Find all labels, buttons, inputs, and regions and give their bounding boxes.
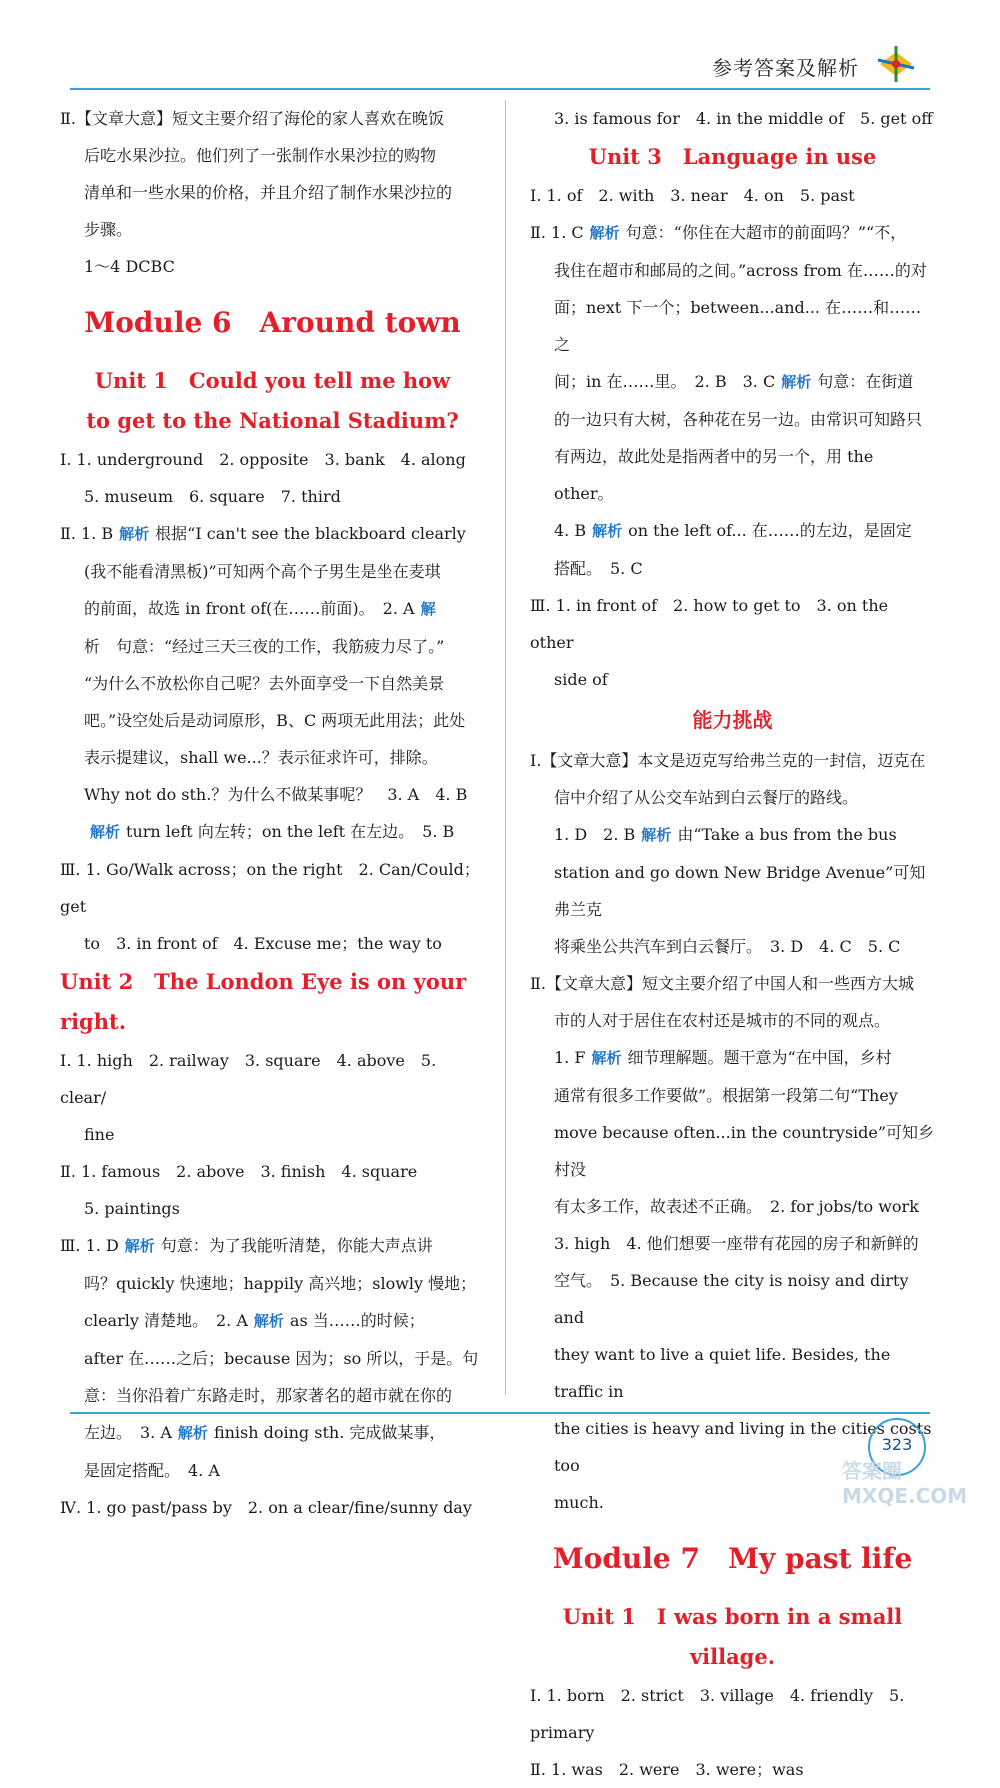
answer-line bbox=[60, 739, 485, 776]
answer-line bbox=[530, 177, 935, 214]
footer-rule bbox=[70, 1412, 930, 1414]
answer-text: 间；in 在……里。 2. B 3. C bbox=[554, 372, 776, 391]
answer-text: station and go down New Bridge Avenue”可知弗兰克 bbox=[554, 863, 926, 919]
answer-line bbox=[60, 1489, 485, 1526]
answer-line bbox=[530, 550, 935, 587]
analysis-label: 解析 bbox=[253, 1312, 284, 1330]
answer-text: “为什么不放松你自己呢？去外面享受一下自然美景 bbox=[84, 674, 445, 693]
answer-line bbox=[530, 1114, 935, 1188]
answer-text: 左边。 3. A bbox=[84, 1423, 172, 1442]
answer-text: they want to live a quiet life. Besides, the traffic in bbox=[554, 1345, 891, 1401]
answer-line bbox=[60, 1190, 485, 1227]
answer-text: 1. F bbox=[554, 1048, 586, 1067]
answer-line bbox=[530, 100, 935, 137]
answer-text: 的前面，故选 in front of(在……前面)。 2. A bbox=[84, 599, 415, 618]
answer-text: Ⅳ. 1. go past/pass by 2. on a clear/fine/sunny day bbox=[60, 1498, 472, 1517]
answer-line bbox=[60, 665, 485, 702]
unit-1-title-line1: Unit 1 Could you tell me how bbox=[94, 368, 451, 393]
analysis-text: turn left 向左转；on the left 在左边。 5. B bbox=[126, 822, 455, 841]
answer-line bbox=[530, 1002, 935, 1039]
answer-line bbox=[530, 1188, 935, 1225]
answer-text: 1. D 2. B bbox=[554, 825, 636, 844]
analysis-text: as 当……的时候； bbox=[289, 1311, 425, 1330]
analysis-text: 由“Take a bus from the bus bbox=[677, 825, 897, 844]
analysis-label: 解析 bbox=[781, 373, 812, 391]
answer-line bbox=[60, 590, 485, 628]
analysis-text: 细节理解题。题干意为“在中国，乡村 bbox=[627, 1048, 892, 1067]
answer-line bbox=[530, 1225, 935, 1262]
answer-text: 3. high 4. 他们想要一座带有花园的房子和新鲜的 bbox=[554, 1234, 919, 1253]
answer-text: 有两边，故此处是指两者中的另一个，用 the other。 bbox=[554, 447, 874, 503]
answer-line bbox=[530, 1039, 935, 1077]
analysis-label: 解析 bbox=[589, 224, 620, 242]
answer-text: 析 句意：“经过三天三夜的工作，我筋疲力尽了。” bbox=[84, 637, 445, 656]
answer-text: 表示提建议，shall we...？表示征求许可，排除。 bbox=[84, 748, 438, 767]
answer-text: Ⅲ. 1. D bbox=[60, 1236, 119, 1255]
right-section-3 bbox=[530, 742, 935, 1521]
answer-text: after 在……之后；because 因为；so 所以，于是。句 bbox=[84, 1349, 479, 1368]
answer-line bbox=[60, 553, 485, 590]
answer-text: 吗？quickly 快速地；happily 高兴地；slowly 慢地； bbox=[84, 1274, 477, 1293]
answer-text: 通常有很多工作要做”。根据第一段第二句“They bbox=[554, 1086, 898, 1105]
analysis-label: 解析 bbox=[119, 525, 150, 543]
answer-text: 市的人对于居住在农村还是城市的不同的观点。 bbox=[554, 1011, 891, 1030]
answer-line bbox=[530, 1677, 935, 1751]
answer-text: 吧。”设空处后是动词原形，B、C 两项无此用法；此处 bbox=[84, 711, 466, 730]
analysis-label: 解析 bbox=[641, 826, 672, 844]
answer-line bbox=[60, 851, 485, 925]
header-rule bbox=[70, 88, 930, 90]
answer-line bbox=[530, 438, 935, 512]
answer-text: Ⅰ. 1. high 2. railway 3. square 4. above 5. clear/ bbox=[60, 1051, 437, 1107]
answer-text: Why not do sth.？为什么不做某事呢？ 3. A 4. B bbox=[84, 785, 468, 804]
answer-line bbox=[530, 779, 935, 816]
analysis-text: 句意：在街道 bbox=[817, 372, 914, 391]
answer-line bbox=[530, 587, 935, 661]
answer-line bbox=[60, 1116, 485, 1153]
answer-text: clearly 清楚地。 2. A bbox=[84, 1311, 248, 1330]
answer-line bbox=[60, 1377, 485, 1414]
right-column bbox=[530, 100, 935, 1788]
answer-text: 空气。 5. Because the city is noisy and dirty and bbox=[554, 1271, 909, 1327]
answer-line bbox=[60, 1302, 485, 1340]
answer-text: Ⅲ. 1. in front of 2. how to get to 3. on the other bbox=[530, 596, 889, 652]
answer-text: 我住在超市和邮局的之间。”across from 在……的对 bbox=[554, 261, 927, 280]
answer-text: (我不能看清黑板)”可知两个高个子男生是坐在麦琪 bbox=[84, 562, 441, 581]
page-number: 323 bbox=[868, 1418, 926, 1476]
answer-text: fine bbox=[84, 1125, 115, 1144]
answer-line bbox=[530, 661, 935, 698]
answer-text: 意：当你沿着广东路走时，那家著名的超市就在你的 bbox=[84, 1386, 453, 1405]
column-divider bbox=[505, 100, 506, 1395]
answer-text: side of bbox=[554, 670, 608, 689]
answer-line bbox=[530, 289, 935, 363]
analysis-label: 解析 bbox=[177, 1424, 208, 1442]
answer-text: Ⅱ. 1. C bbox=[530, 223, 584, 242]
answer-text: Ⅱ. 1. B bbox=[60, 524, 114, 543]
left-section-3 bbox=[60, 1042, 485, 1526]
answer-text: 5. paintings bbox=[84, 1199, 180, 1218]
answer-line bbox=[60, 628, 485, 665]
unit-1-title-module-7: Unit 1 I was born in a small village. bbox=[562, 1604, 903, 1669]
answer-line bbox=[530, 816, 935, 854]
answer-text: Ⅰ. 1. of 2. with 3. near 4. on 5. past bbox=[530, 186, 855, 205]
watermark: 答案圈 MXQE.COM bbox=[842, 1459, 968, 1508]
analysis-text: on the left of... 在……的左边，是固定 bbox=[628, 521, 912, 540]
right-section-2 bbox=[530, 177, 935, 698]
answer-line bbox=[60, 211, 485, 248]
answer-text: Ⅱ. 1. was 2. were 3. were；was bbox=[530, 1760, 804, 1779]
answer-text: much. bbox=[554, 1493, 604, 1512]
answer-text: 信中介绍了从公交车站到白云餐厅的路线。 bbox=[554, 788, 859, 807]
answer-line bbox=[60, 702, 485, 739]
answer-line bbox=[60, 441, 485, 478]
unit-2-title: Unit 2 The London Eye is on your right. bbox=[60, 969, 467, 1034]
answer-text: Ⅰ.【文章大意】本文是迈克写给弗兰克的一封信，迈克在 bbox=[530, 751, 926, 770]
answer-line bbox=[530, 854, 935, 928]
answer-text: Ⅱ.【文章大意】短文主要介绍了中国人和一些西方大城 bbox=[530, 974, 914, 993]
answer-line bbox=[530, 965, 935, 1002]
answer-line bbox=[60, 248, 485, 285]
answer-line bbox=[60, 1265, 485, 1302]
answer-line bbox=[530, 252, 935, 289]
module-6-title: Module 6 Around town bbox=[84, 306, 461, 339]
analysis-text: 根据“I can't see the blackboard clearly bbox=[155, 524, 466, 543]
answer-text: to 3. in front of 4. Excuse me；the way to bbox=[84, 934, 442, 953]
left-section-2 bbox=[60, 441, 485, 962]
right-section-1 bbox=[530, 100, 935, 137]
answer-text: Ⅲ. 1. Go/Walk across；on the right 2. Can/Could；get bbox=[60, 860, 480, 916]
answer-line bbox=[60, 1414, 485, 1452]
answer-text: Ⅰ. 1. underground 2. opposite 3. bank 4. along bbox=[60, 450, 466, 469]
answer-text: 将乘坐公共汽车到白云餐厅。 3. D 4. C 5. C bbox=[554, 937, 901, 956]
answer-line bbox=[530, 1262, 935, 1336]
ability-challenge-title: 能力挑战 bbox=[692, 708, 773, 732]
answer-text: move because often...in the countryside”可知乡村没 bbox=[554, 1123, 935, 1179]
answer-text: 1～4 DCBC bbox=[84, 257, 175, 276]
answer-line bbox=[530, 1336, 935, 1410]
module-7-title: Module 7 My past life bbox=[552, 1542, 913, 1575]
answer-line bbox=[60, 478, 485, 515]
answer-line bbox=[530, 363, 935, 401]
answer-text: 步骤。 bbox=[84, 220, 133, 239]
answer-line bbox=[60, 1340, 485, 1377]
analysis-label: 解析 bbox=[591, 1049, 622, 1067]
analysis-label: 解析 bbox=[124, 1237, 155, 1255]
answer-line bbox=[530, 214, 935, 252]
answer-line bbox=[60, 174, 485, 211]
left-column bbox=[60, 100, 485, 1526]
answer-line bbox=[60, 515, 485, 553]
left-section-1 bbox=[60, 100, 485, 285]
answer-line bbox=[530, 1077, 935, 1114]
answer-text: 有太多工作，故表述不正确。 2. for jobs/to work bbox=[554, 1197, 919, 1216]
answer-text: 5. museum 6. square 7. third bbox=[84, 487, 341, 506]
answer-line bbox=[60, 1452, 485, 1489]
answer-line bbox=[60, 100, 485, 137]
answer-line bbox=[60, 137, 485, 174]
unit-1-title-line2: to get to the National Stadium? bbox=[86, 408, 459, 433]
analysis-text: 句意：为了我能听清楚，你能大声点讲 bbox=[160, 1236, 433, 1255]
answer-line bbox=[530, 928, 935, 965]
answer-text: Ⅱ. 1. famous 2. above 3. finish 4. square bbox=[60, 1162, 418, 1181]
answer-text: Ⅱ.【文章大意】短文主要介绍了海伦的家人喜欢在晚饭 bbox=[60, 109, 444, 128]
answer-text: 是固定搭配。 4. A bbox=[84, 1461, 220, 1480]
answer-text: 的一边只有大树，各种花在另一边。由常识可知路只 bbox=[554, 410, 923, 429]
answer-text: 4. B bbox=[554, 521, 587, 540]
answer-text: 搭配。 5. C bbox=[554, 559, 643, 578]
answer-line bbox=[530, 512, 935, 550]
answer-line bbox=[60, 776, 485, 813]
book-logo-icon bbox=[872, 42, 920, 86]
answer-text: Ⅰ. 1. born 2. strict 3. village 4. friendly 5. primary bbox=[530, 1686, 905, 1742]
answer-line bbox=[60, 1153, 485, 1190]
analysis-label: 解 bbox=[420, 600, 436, 618]
right-section-4 bbox=[530, 1677, 935, 1788]
answer-line bbox=[60, 925, 485, 962]
answer-text: 清单和一些水果的价格，并且介绍了制作水果沙拉的 bbox=[84, 183, 453, 202]
analysis-label: 解析 bbox=[90, 823, 121, 841]
answer-line bbox=[530, 1751, 935, 1788]
answer-line bbox=[530, 742, 935, 779]
answer-text: 后吃水果沙拉。他们列了一张制作水果沙拉的购物 bbox=[84, 146, 437, 165]
answer-line bbox=[60, 813, 485, 851]
answer-line bbox=[530, 401, 935, 438]
analysis-label: 解析 bbox=[592, 522, 623, 540]
answer-text: 3. is famous for 4. in the middle of 5. get off bbox=[554, 109, 933, 128]
analysis-text: 句意：“你住在大超市的前面吗？”“不， bbox=[625, 223, 907, 242]
analysis-text: finish doing sth. 完成做某事， bbox=[213, 1423, 446, 1442]
unit-3-title: Unit 3 Language in use bbox=[588, 144, 877, 169]
answer-line bbox=[60, 1042, 485, 1116]
answer-line bbox=[60, 1227, 485, 1265]
answer-text: 面；next 下一个；between...and... 在……和……之 bbox=[554, 298, 922, 354]
header-title: 参考答案及解析 bbox=[712, 56, 859, 80]
answer-text: the cities is heavy and living in the cities costs too bbox=[554, 1419, 932, 1475]
